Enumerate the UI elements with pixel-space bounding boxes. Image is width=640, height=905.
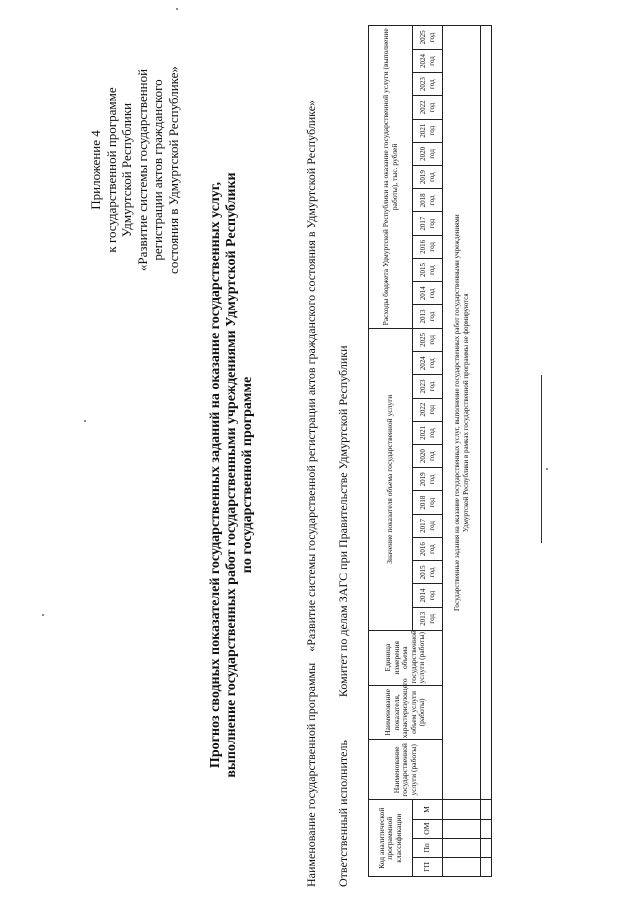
indicators-table [368,25,492,877]
year-budget-2015: 2015 год [413,258,443,281]
year-values-2013: 2013 год [413,607,443,630]
header-code: Код аналитической программной классификации [369,800,413,877]
header-om: ОМ [413,819,443,838]
header-values: Значение показателя объема государственной услуги [369,328,413,630]
year-budget-2013: 2013 год [413,305,443,328]
horizontal-rule [541,375,542,543]
scan-speck [546,468,548,470]
note-line: Удмуртской Республики в рамках государственной программы не формируются [461,293,470,533]
year-values-2018: 2018 год [413,491,443,514]
program-label: Наименование государственной программы [304,662,318,887]
program-row [304,27,319,887]
table-cell [481,819,492,838]
year-budget-2023: 2023 год [413,73,443,96]
year-budget-2018: 2018 год [413,189,443,212]
table-cell [481,838,492,857]
year-budget-2021: 2021 год [413,119,443,142]
year-values-2025: 2025 год [413,328,443,351]
title-line: выполнение государственных работ государственными учреждениями Удмуртской Республики [224,172,239,778]
scan-speck [84,420,86,422]
header-budget: Расходы бюджета Удмуртской Республики на оказание государственной услуги (выполнение работы), тыс. рублей [369,26,413,329]
table-cell [443,857,481,876]
table-cell [443,800,481,819]
year-budget-2019: 2019 год [413,165,443,188]
year-budget-2025: 2025 год [413,26,443,50]
year-budget-2016: 2016 год [413,235,443,258]
document-title [208,85,256,865]
appendix-line: Удмуртской Республики [119,102,134,238]
year-budget-2020: 2020 год [413,142,443,165]
year-values-2015: 2015 год [413,561,443,584]
appendix-line: регистрации актов гражданского [150,79,165,261]
year-values-2020: 2020 год [413,445,443,468]
table-cell [481,800,492,819]
header-unit: Единица измерения объема государственной услуги (работы) [369,630,443,685]
table-note [443,26,481,800]
appendix-line: «Развитие системы государственной [134,68,150,272]
year-values-2024: 2024 год [413,352,443,375]
year-values-2022: 2022 год [413,398,443,421]
year-budget-2014: 2014 год [413,282,443,305]
program-value: «Развитие системы государственной регистрации актов гражданского состояния в Удмуртской Республике» [304,99,318,652]
title-line: Прогноз сводных показателей государственных заданий на оказание государственных услуг, [208,181,223,769]
executor-row [336,27,351,887]
year-values-2023: 2023 год [413,375,443,398]
header-service: Наименование государственной услуги (работы) [369,740,443,800]
executor-value: Комитет по делам ЗАГС при Правительстве Удмуртской Республики [336,345,350,698]
table-cell [481,857,492,876]
scan-speck [42,614,44,616]
year-values-2019: 2019 год [413,468,443,491]
table-row [443,26,481,877]
year-values-2021: 2021 год [413,421,443,444]
year-budget-2024: 2024 год [413,49,443,72]
table-cell [481,26,492,800]
year-values-2016: 2016 год [413,537,443,560]
note-line: Государственные задания на оказание государственных услуг, выполнение государственных работ государственными учреждениями [452,214,461,611]
table-cell [443,838,481,857]
year-values-2014: 2014 год [413,584,443,607]
appendix-line: состояния в Удмуртской Республике» [165,66,181,274]
header-gp: ГП [413,857,443,876]
year-values-2017: 2017 год [413,514,443,537]
appendix-line: Приложение 4 [88,130,103,210]
executor-label: Ответственный исполнитель [336,740,350,887]
header-m: М [413,800,443,819]
title-line: по государственной программе [240,376,255,574]
header-pp: Пп [413,838,443,857]
scan-speck [176,8,178,10]
table-row [481,26,492,877]
table-cell [443,819,481,838]
appendix-line: к государственной программе [103,87,119,253]
header-indicator: Наименование показателя, характеризующего объем услуги (работы) [369,685,443,740]
year-budget-2022: 2022 год [413,96,443,119]
year-budget-2017: 2017 год [413,212,443,235]
appendix-header [88,20,181,320]
